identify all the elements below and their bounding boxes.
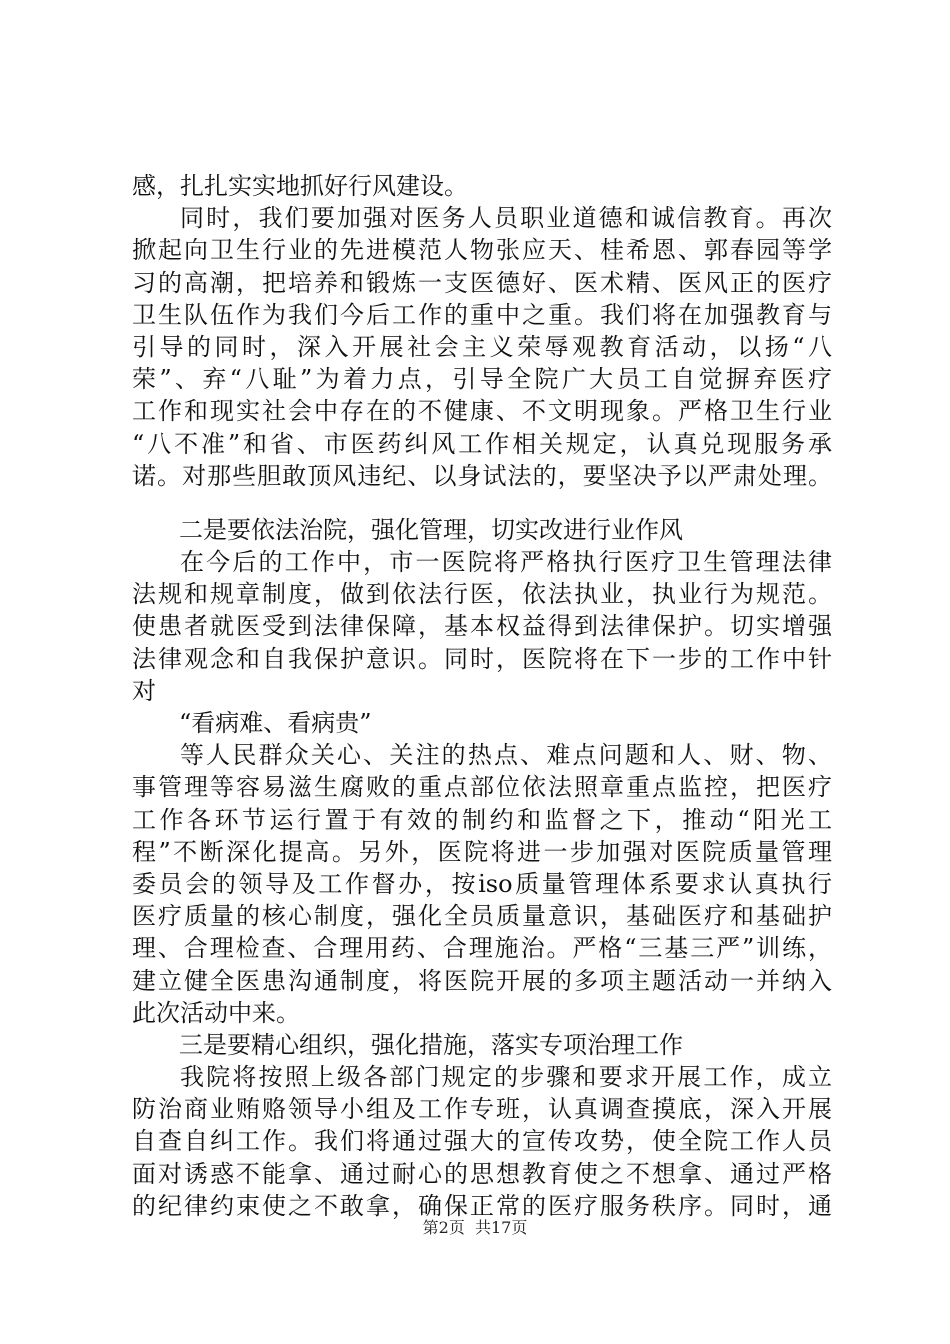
body-line: 建立健全医患沟通制度，将医院开展的多项主题活动一并纳入 xyxy=(132,966,832,995)
body-line: 引导的同时，深入开展社会主义荣辱观教育活动，以扬“八 xyxy=(132,332,832,361)
body-line: 自查自纠工作。我们将通过强大的宣传攻势，使全院工作人员 xyxy=(132,1127,832,1156)
document-body xyxy=(132,170,832,1222)
quote-line: “看病难、看病贵” xyxy=(179,709,372,737)
body-line: 荣”、弃“八耻”为着力点，引导全院广大员工自觉摒弃医疗 xyxy=(132,365,832,394)
body-line: 感，扎扎实实地抓好行风建设。 xyxy=(132,172,468,200)
body-line: 工作各环节运行置于有效的制约和监督之下，推动“阳光工 xyxy=(132,805,832,834)
section-heading: 三是要精心组织，强化措施，落实专项治理工作 xyxy=(179,1030,683,1059)
body-line: 事管理等容易滋生腐败的重点部位依法照章重点监控，把医疗 xyxy=(132,773,832,802)
body-line: 在今后的工作中，市一医院将严格执行医疗卫生管理法律 xyxy=(180,548,832,577)
paragraph-gap xyxy=(132,492,832,514)
section-heading: 二是要依法治院，强化管理，切实改进行业作风 xyxy=(179,515,683,544)
body-line: 掀起向卫生行业的先进模范人物张应天、桂希恩、郭春园等学 xyxy=(132,236,832,265)
body-line: 习的高潮，把培养和锻炼一支医德好、医术精、医风正的医疗 xyxy=(132,268,832,297)
body-line: 诺。对那些胆敢顶风违纪、以身试法的，要坚决予以严肃处理。 xyxy=(132,461,832,490)
body-line: 我院将按照上级各部门规定的步骤和要求开展工作，成立 xyxy=(180,1063,832,1092)
body-line: 委员会的领导及工作督办，按iso质量管理体系要求认真执行 xyxy=(132,869,832,898)
body-line: 理、合理检查、合理用药、合理施治。严格“三基三严”训练， xyxy=(132,934,832,963)
body-line: 等人民群众关心、关注的热点、难点问题和人、财、物、 xyxy=(180,741,832,770)
body-line: 对 xyxy=(132,676,156,705)
body-line: 法规和规章制度，做到依法行医，依法执业，执业行为规范。 xyxy=(132,580,832,609)
page-footer xyxy=(0,1218,950,1238)
body-line: 防治商业贿赂领导小组及工作专班，认真调查摸底，深入开展 xyxy=(132,1095,832,1124)
body-line: 使患者就医受到法律保障，基本权益得到法律保护。切实增强 xyxy=(132,612,832,641)
page-number: 第2页 共17页 xyxy=(422,1218,528,1237)
body-line: 面对诱惑不能拿、通过耐心的思想教育使之不想拿、通过严格 xyxy=(132,1159,832,1188)
body-line: 程”不断深化提高。另外，医院将进一步加强对医院质量管理 xyxy=(132,837,832,866)
body-line: 卫生队伍作为我们今后工作的重中之重。我们将在加强教育与 xyxy=(132,300,832,329)
body-line: 的纪律约束使之不敢拿，确保正常的医疗服务秩序。同时，通 xyxy=(132,1191,832,1220)
body-line: 此次活动中来。 xyxy=(132,998,300,1027)
body-line: “八不准”和省、市医药纠风工作相关规定，认真兑现服务承 xyxy=(132,429,832,458)
body-line: 同时，我们要加强对医务人员职业道德和诚信教育。再次 xyxy=(180,204,832,233)
body-line: 法律观念和自我保护意识。同时，医院将在下一步的工作中针 xyxy=(132,644,832,673)
body-line: 工作和现实社会中存在的不健康、不文明现象。严格卫生行业 xyxy=(132,397,832,426)
body-line: 医疗质量的核心制度，强化全员质量意识，基础医疗和基础护 xyxy=(132,902,832,931)
